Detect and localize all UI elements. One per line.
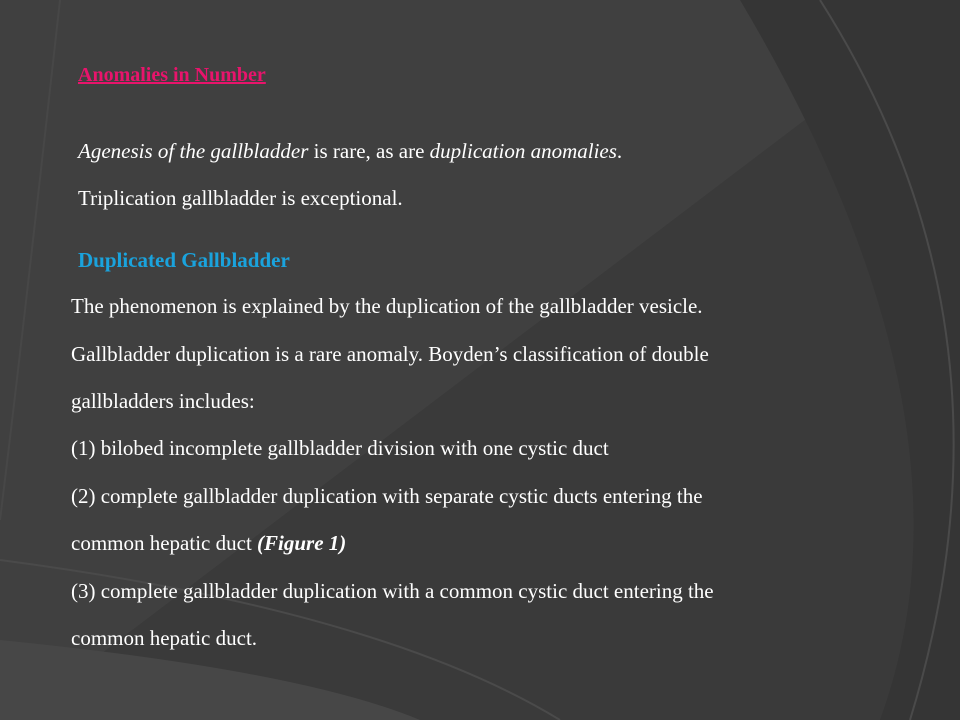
paragraph-agenesis [78,139,622,163]
list-item-2: (2) complete gallbladder duplication with separate cystic ducts entering the [71,484,703,508]
body-line-1: The phenomenon is explained by the duplication of the gallbladder vesicle. [71,294,703,318]
list-item-3: (3) complete gallbladder duplication with a common cystic duct entering the [71,579,714,603]
body-line-2: Gallbladder duplication is a rare anomaly. Boyden’s classification of double [71,342,709,366]
list-item-3-continuation: common hepatic duct. [71,626,258,650]
text-period: . [616,139,623,163]
figure-1-reference: (Figure 1) [257,531,347,555]
list-item-1: (1) bilobed incomplete gallbladder division with one cystic duct [71,436,609,460]
text-rare: is rare, as are [308,139,430,163]
heading-anomalies-in-number: Anomalies in Number [78,64,266,86]
paragraph-triplication: Triplication gallbladder is exceptional. [78,186,403,210]
list-item-2-continuation [71,531,346,555]
italic-duplication-anomalies: duplication anomalies [429,139,617,163]
heading-duplicated-gallbladder: Duplicated Gallbladder [78,248,290,272]
body-line-3: gallbladders includes: [71,389,255,413]
italic-agenesis: Agenesis of the gallbladder [78,139,309,163]
text-common-hepatic-duct: common hepatic duct [71,531,258,555]
